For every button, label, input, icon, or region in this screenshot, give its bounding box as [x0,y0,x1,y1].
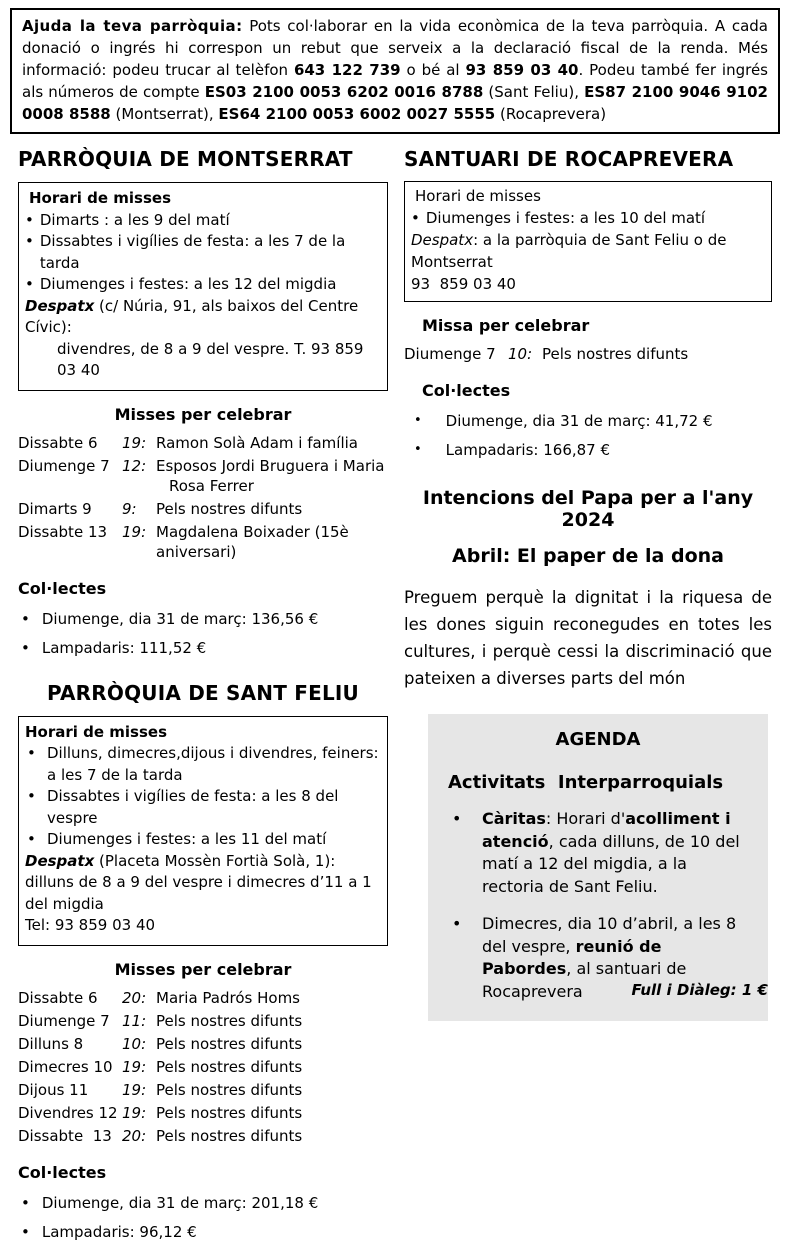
collection-text: Diumenge, dia 31 de març: 136,56 € [41,609,319,628]
mass-day: Dimarts 9 [18,499,92,518]
mass-row [18,433,388,453]
schedule-item-text: Diumenges i festes: a les 12 del migdia [39,275,337,293]
schedule-item-text: Dissabtes i vigílies de festa: a les 7 de la tarda [39,232,346,272]
donation-text-6: (Rocaprevera) [495,105,607,123]
santfeliu-mass-list [18,988,388,1146]
iban-rocaprevera: ES64 2100 0053 6002 0027 5555 [218,105,496,123]
montserrat-collections-title: Col·lectes [18,578,107,598]
bullet-icon [21,638,30,658]
bullet-icon [411,207,420,229]
mass-time: 11: [122,1011,147,1030]
montserrat-schedule-title: Horari de misses [29,189,172,207]
mass-row [18,1126,388,1146]
schedule-item [25,829,379,851]
agenda-item [448,808,748,898]
mass-row [18,456,388,496]
santfeliu-schedule-box [18,716,388,946]
montserrat-section-title: PARRÒQUIA DE MONTSERRAT [18,147,353,171]
mass-day: Divendres 12 [18,1103,118,1122]
collection-item [18,1193,388,1213]
mass-text [156,456,388,496]
mass-time: 10: [122,1034,147,1053]
rocaprevera-schedule-box [404,181,772,302]
collection-item [18,609,388,629]
donation-text-5: (Montserrat), [110,105,219,123]
mass-time: 20: [122,988,147,1007]
phone-number-1: 643 122 739 [293,61,401,79]
agenda-item-bold: Càritas [482,809,546,828]
mass-day: Dijous 11 [18,1080,89,1099]
despatx-line-2: divendres, de 8 a 9 del vespre. T. 93 859 03 40 [57,339,364,379]
donation-text-2: o bé al [400,61,466,79]
montserrat-mass-list [18,433,388,562]
mass-time: 20: [122,1126,147,1145]
mass-row [18,1103,388,1123]
collection-text: Lampadaris: 111,52 € [41,638,207,657]
agenda-item-bold: reunió de Pabordes [482,936,662,978]
donation-title-colon: : [236,17,250,35]
mass-day: Dissabte 13 [18,522,108,541]
mass-row [18,1080,388,1100]
mass-text-line1: Esposos Jordi Bruguera i Maria [156,456,385,475]
collection-text: Diumenge, dia 31 de març: 41,72 € [445,412,713,430]
despatx-label: Despatx [25,296,95,315]
mass-day: Dimecres 10 [18,1057,113,1076]
mass-row [18,522,388,562]
mass-day: Dissabte 6 [18,433,98,452]
despatx-label: Despatx [411,231,474,249]
iban-sant-feliu: ES03 2100 0053 6202 0016 8788 [204,83,484,101]
papa-intentions-text: Preguem perquè la dignitat i la riquesa de les dones siguin reconegudes en totes les cultures, i perquè cessi la discriminació que pateixen a diverses parts del món [404,588,772,688]
bullet-icon [25,829,41,851]
bullet-icon [25,231,34,274]
rocaprevera-collections-title: Col·lectes [422,381,511,400]
mass-day: Diumenge 7 [18,1011,110,1030]
schedule-item [25,786,379,829]
donation-title: Ajuda la teva parròquia [22,17,237,35]
donation-info-box [10,8,780,134]
despatx-text: (c/ Núria, 91, als baixos del Centre Cívic): [25,296,359,336]
mass-text: Pels nostres difunts [542,345,689,363]
mass-row [18,1034,388,1054]
despatx-line [25,296,379,339]
mass-time: 19: [122,1103,147,1122]
despatx-text: (Placeta Mossèn Fortià Solà, 1): dilluns de 8 a 9 del vespre i dimecres d’11 a 1 del migdia [25,851,372,913]
rocaprevera-section-title: SANTUARI DE ROCAPREVERA [404,147,734,171]
bullet-icon [414,411,422,431]
content-columns [10,147,780,1251]
mass-row [18,1057,388,1077]
mass-text: Pels nostres difunts [156,1011,303,1030]
price-note: Full i Diàleg: 1 € [631,981,768,999]
mass-text: Ramon Solà Adam i família [156,433,358,452]
mass-time: 19: [122,433,147,452]
mass-text: Maria Padrós Homs [156,988,300,1007]
schedule-item-text: Diumenges i festes: a les 11 del matí [47,830,327,848]
montserrat-masses-title: Misses per celebrar [114,404,292,424]
telephone-line: 93 859 03 40 [411,275,516,293]
right-column [404,147,772,1251]
donation-text-4: (Sant Feliu), [483,83,585,101]
agenda-item-segment: , al santuari de Rocaprevera [482,959,687,1001]
bullet-icon [448,913,482,1003]
bullet-icon [21,1193,30,1213]
schedule-item [411,207,763,229]
santfeliu-section-title: PARRÒQUIA DE SANT FELIU [46,680,360,705]
bullet-icon [25,743,41,786]
mass-text: Pels nostres difunts [156,1057,303,1076]
agenda-item-bold: acolliment i atenció [482,809,731,851]
telephone-line: Tel: 93 859 03 40 [25,916,156,934]
agenda-subtitle: Activitats Interparroquials [448,772,724,793]
schedule-item [25,231,379,274]
bullet-icon [414,440,422,460]
mass-time: 19: [122,1080,147,1099]
mass-day: Dilluns 8 [18,1034,84,1053]
bullet-icon [25,786,41,829]
mass-row [18,988,388,1008]
mass-text: Pels nostres difunts [156,1034,303,1053]
schedule-item-text: Dissabtes i vigílies de festa: a les 8 del vespre [47,787,339,827]
agenda-title: AGENDA [555,729,641,750]
schedule-item-text: Dilluns, dimecres,dijous i divendres, feiners: a les 7 de la tarda [47,744,379,784]
phone-number-2: 93 859 03 40 [465,61,579,79]
papa-intentions-subtitle: Abril: El paper de la dona [452,545,724,567]
collection-item [404,411,772,431]
agenda-item-segment: Dimecres, dia 10 d’abril, a les 8 del vespre, [482,914,737,956]
rocaprevera-mass-title: Missa per celebrar [422,316,590,335]
mass-day: Dissabte 13 [18,1126,112,1145]
mass-row [404,344,772,364]
montserrat-schedule-box [18,182,388,391]
mass-text: Pels nostres difunts [156,1103,303,1122]
donation-text-1: Pots col·laborar en la vida econòmica de la teva parròquia. A cada donació o ingrés hi correspon un rebut que serveix a la declaració fiscal de la renda. Més informació: podeu trucar al telèfon [22,17,768,79]
schedule-item-text: Diumenges i festes: a les 10 del matí [425,209,706,227]
collection-text: Lampadaris: 166,87 € [445,441,611,459]
collection-item [404,440,772,460]
rocaprevera-schedule-title: Horari de misses [415,187,541,205]
papa-intentions-title: Intencions del Papa per a l'any 2024 [422,487,754,531]
mass-day: Diumenge 7 [404,345,496,363]
bullet-icon [25,274,34,296]
agenda-item-segment: : Horari d' [545,809,626,828]
despatx-text: : a la parròquia de Sant Feliu o de Montserrat [411,231,727,271]
collection-item [18,1222,388,1242]
schedule-item [25,210,379,232]
mass-row [18,499,388,519]
despatx-label: Despatx [25,851,95,870]
left-column [18,147,388,1251]
mass-time: 19: [122,522,147,541]
santfeliu-masses-title: Misses per celebrar [114,959,292,979]
bullet-icon [448,808,482,898]
bullet-icon [25,210,34,232]
mass-text: Pels nostres difunts [156,499,303,518]
iban-montserrat: ES87 2100 9046 9102 0008 8588 [22,83,768,123]
mass-time: 10: [508,345,533,363]
mass-time: 12: [122,456,147,475]
mass-time: 9: [122,499,137,518]
bullet-icon [21,1222,30,1242]
mass-day: Dissabte 6 [18,988,98,1007]
mass-text: Pels nostres difunts [156,1080,303,1099]
bullet-icon [21,609,30,629]
mass-text: Magdalena Boixader (15è aniversari) [156,522,349,561]
donation-text-3: . Podeu també fer ingrés als números de compte [22,61,768,101]
agenda-item-segment: , cada dilluns, de 10 del matí a 12 del migdia, a la rectoria de Sant Feliu. [482,831,740,896]
agenda-box [428,714,768,1021]
agenda-item-text [482,808,748,898]
schedule-item [25,274,379,296]
schedule-item-text: Dimarts : a les 9 del matí [39,210,230,229]
santfeliu-schedule-title: Horari de misses [25,722,168,741]
mass-row [18,1011,388,1031]
santfeliu-collections-title: Col·lectes [18,1162,107,1182]
mass-day: Diumenge 7 [18,456,110,475]
mass-text-line2: Rosa Ferrer [169,476,254,495]
mass-text: Pels nostres difunts [156,1126,303,1145]
collection-item [18,638,388,658]
despatx-line [411,229,763,273]
despatx-line [25,851,379,916]
mass-time: 19: [122,1057,147,1076]
schedule-item [25,743,379,786]
collection-text: Lampadaris: 96,12 € [41,1222,197,1241]
collection-text: Diumenge, dia 31 de març: 201,18 € [41,1193,319,1212]
